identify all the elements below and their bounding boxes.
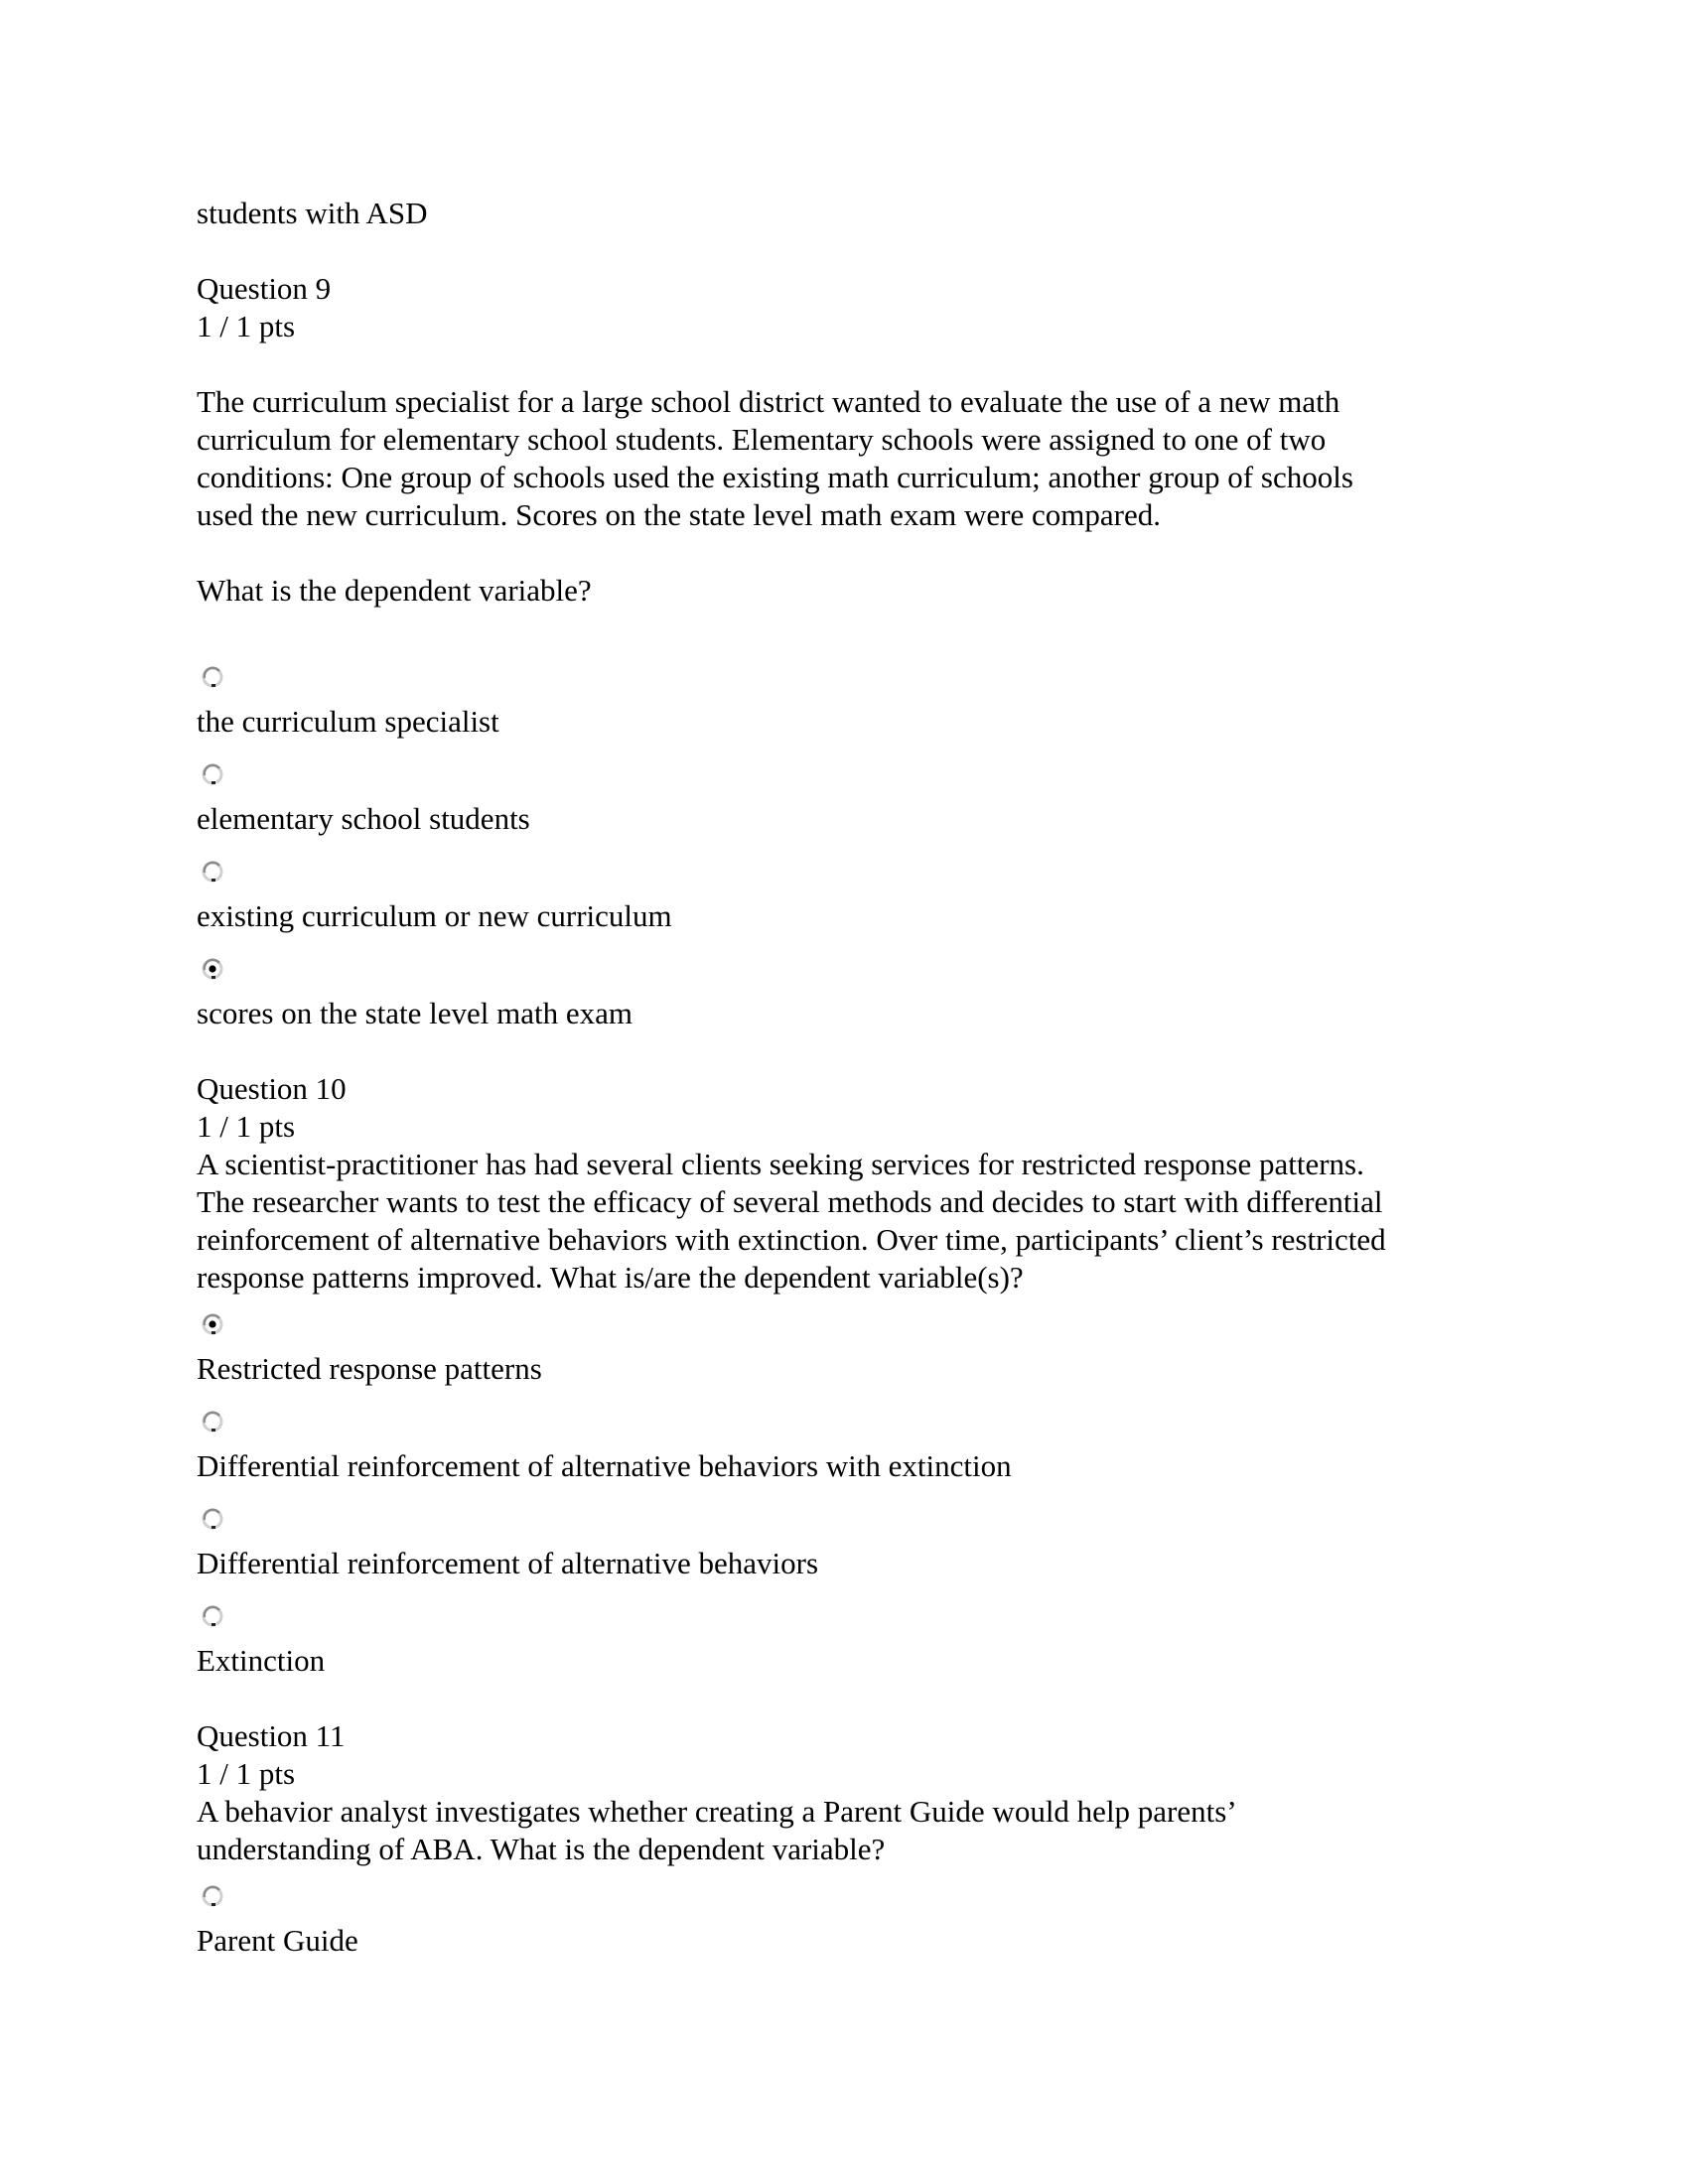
- question-body-line: The researcher wants to test the efficacy of several methods and decides to start with differential: [197, 1184, 1383, 1219]
- question-body-line: The curriculum specialist for a large school district wanted to evaluate the use of a new math: [197, 384, 1340, 419]
- question-body-line: understanding of ABA. What is the dependent variable?: [197, 1832, 886, 1866]
- question-body-line: conditions: One group of schools used the existing math curriculum; another group of schools: [197, 460, 1353, 494]
- question-body-line: response patterns improved. What is/are the dependent variable(s)?: [197, 1260, 1024, 1295]
- question-points: 1 / 1 pts: [197, 1756, 296, 1791]
- answer-option[interactable]: [197, 852, 1507, 884]
- question-title: Question 11: [197, 1718, 346, 1753]
- radio-button[interactable]: [201, 665, 222, 687]
- radio-button[interactable]: [201, 1884, 222, 1906]
- answer-option-label: the curriculum specialist: [197, 704, 499, 739]
- question-11: [197, 1717, 1507, 1960]
- radio-button[interactable]: [201, 957, 222, 979]
- question-body: [197, 1793, 1507, 1868]
- question-body-line: reinforcement of alternative behaviors with extinction. Over time, participants’ client’s restricted: [197, 1222, 1386, 1257]
- radio-button[interactable]: [201, 1410, 222, 1432]
- question-9: [197, 270, 1507, 1032]
- question-points: 1 / 1 pts: [197, 1109, 296, 1144]
- question-prompt: What is the dependent variable?: [197, 573, 592, 608]
- answer-option[interactable]: [197, 754, 1507, 786]
- answer-option[interactable]: [197, 949, 1507, 981]
- radio-button[interactable]: [201, 762, 222, 784]
- answer-option-label: Parent Guide: [197, 1923, 358, 1958]
- answer-option[interactable]: [197, 1402, 1507, 1433]
- question-body-line: used the new curriculum. Scores on the state level math exam were compared.: [197, 497, 1161, 532]
- answer-option[interactable]: [197, 1876, 1507, 1908]
- radio-button[interactable]: [201, 1312, 222, 1334]
- answer-option[interactable]: [197, 1596, 1507, 1628]
- answer-option[interactable]: [197, 1499, 1507, 1531]
- question-body-line: A scientist-practitioner has had several clients seeking services for restricted response patterns.: [197, 1147, 1364, 1181]
- answer-option-label: scores on the state level math exam: [197, 996, 633, 1030]
- question-body-line: A behavior analyst investigates whether creating a Parent Guide would help parents’: [197, 1794, 1237, 1829]
- document-page: [197, 195, 1507, 1960]
- question-title: Question 9: [197, 271, 332, 306]
- question-body: [197, 1146, 1507, 1297]
- answer-option-label: Differential reinforcement of alternative behaviors with extinction: [197, 1448, 1012, 1483]
- answer-option[interactable]: [197, 657, 1507, 689]
- answer-option-label: Restricted response patterns: [197, 1351, 542, 1386]
- answer-option-label: existing curriculum or new curriculum: [197, 898, 672, 933]
- radio-button[interactable]: [201, 1507, 222, 1529]
- question-title: Question 10: [197, 1071, 347, 1106]
- answer-option-label: Extinction: [197, 1643, 326, 1678]
- continued-fragment: students with ASD: [197, 196, 428, 230]
- question-points: 1 / 1 pts: [197, 309, 296, 343]
- radio-button[interactable]: [201, 1604, 222, 1626]
- answer-option-label: elementary school students: [197, 801, 530, 836]
- question-body: [197, 383, 1507, 534]
- radio-button[interactable]: [201, 860, 222, 882]
- answer-option-label: Differential reinforcement of alternative behaviors: [197, 1546, 819, 1580]
- question-body-line: curriculum for elementary school students. Elementary schools were assigned to one of two: [197, 422, 1327, 457]
- answer-option[interactable]: [197, 1304, 1507, 1336]
- question-10: [197, 1070, 1507, 1680]
